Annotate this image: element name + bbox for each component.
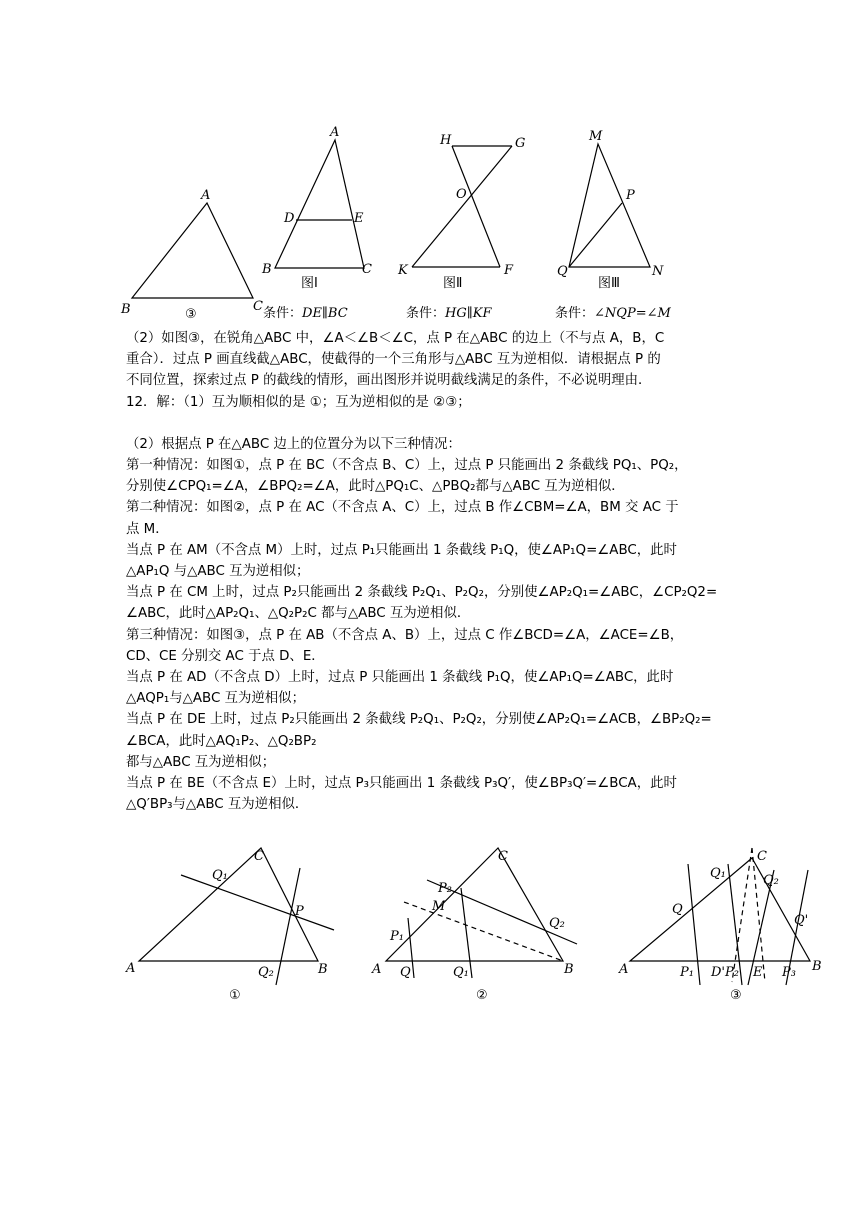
fig1-label-b: B [262, 262, 272, 277]
text-line: 当点 P 在 DE 上时，过点 P₂只能画出 2 条截线 P₂Q₁、P₂Q₂，分别使∠AP₂Q₁=∠ACB，∠BP₂Q₂= [126, 712, 712, 728]
condition-2-label: 条件： [406, 306, 446, 321]
text-line: 第一种情况：如图①，点 P 在 BC（不含点 B、C）上，过点 P 只能画出 2 条截线 PQ₁、PQ₂， [126, 458, 688, 474]
figure-3b-caption: 图Ⅲ [598, 276, 620, 291]
fig-b2-triangle [386, 848, 563, 961]
fig3b-label-n: N [652, 264, 664, 279]
fig-b3-label-q: Q [672, 902, 683, 917]
figure-3-bottom [618, 848, 822, 1003]
text-line: （2）根据点 P 在△ABC 边上的位置分为以下三种情况： [126, 436, 461, 452]
fig3b-label-p: P [626, 188, 635, 203]
fig-b1-label-c: C [254, 849, 264, 864]
label-c: C [253, 299, 263, 314]
condition-2-expr: HG∥KF [445, 306, 492, 321]
fig-b3-label-a: A [619, 962, 629, 977]
text-line: 当点 P 在 AD（不含点 D）上时，过点 P 只能画出 1 条截线 P₁Q，使∠AP₁Q=∠ABC，此时 [126, 670, 674, 686]
fig-b3-label-qp: Q' [794, 913, 809, 928]
fig3b-label-m: M [589, 129, 603, 144]
text-line: 点 M． [126, 521, 169, 537]
fig-b3-caption: ③ [730, 988, 742, 1003]
fig1-label-d: D [284, 211, 295, 226]
text-line: 第三种情况：如图③，点 P 在 AB（不含点 A、B）上，过点 C 作∠BCD=∠A，∠ACE=∠B， [126, 627, 684, 643]
fig-b2-label-q: Q [400, 965, 411, 980]
condition-1-expr: DE∥BC [302, 306, 348, 321]
fig-b2-label-b: B [564, 962, 574, 977]
fig1-label-a: A [330, 125, 340, 140]
fig-b2-label-p2: P₂ [438, 881, 452, 896]
text-line: 当点 P 在 BE（不含点 E）上时，过点 P₃只能画出 1 条截线 P₃Q′，使∠BP₃Q′=∠BCA，此时 [126, 776, 677, 792]
fig-b1-triangle [139, 848, 318, 961]
fig2-label-o: O [456, 187, 467, 202]
text-line: 重合）．过点 P 画直线截△ABC，使截得的一个三角形与△ABC 互为逆相似．请根据点 P 的 [126, 352, 661, 368]
fig-b1-caption: ① [229, 988, 241, 1003]
fig-b2-label-a: A [372, 962, 382, 977]
fig-b3-cd-line [732, 848, 752, 982]
text-line: （2）如图③，在锐角△ABC 中，∠A＜∠B＜∠C，点 P 在△ABC 的边上（不与点 A，B，C [126, 331, 665, 346]
fig-b3-label-c: C [757, 849, 767, 864]
fig2-label-h: H [440, 133, 452, 148]
fig1-label-c: C [362, 262, 372, 277]
condition-3-expr: ∠NQP=∠M [594, 306, 671, 321]
fig-b2-label-m: M [432, 899, 446, 914]
fig-b3-label-q1: Q₁ [710, 866, 726, 881]
figure-1-caption: 图Ⅰ [301, 276, 318, 291]
text-line: △Q′BP₃与△ABC 互为逆相似． [126, 797, 309, 813]
figure-2-bottom [371, 848, 577, 1003]
condition-3-label: 条件： [555, 306, 595, 321]
fig-b3-label-b: B [812, 959, 822, 974]
fig-b1-label-p: P [295, 904, 304, 919]
label-b: B [121, 302, 131, 317]
text-line: △AQP₁与△ABC 互为逆相似； [126, 691, 305, 707]
fig-b2-caption: ② [476, 988, 488, 1003]
fig2-label-f: F [504, 263, 514, 278]
text-line: 12．解：（1）互为顺相似的是 ①；互为逆相似的是 ②③； [126, 394, 471, 410]
fig-b3-label-q2: Q₂ [763, 873, 779, 888]
fig-b2-label-q2: Q₂ [549, 916, 565, 931]
fig-b2-bm-line [404, 902, 563, 961]
label-a: A [201, 188, 211, 203]
fig1-label-e: E [354, 211, 364, 226]
text-line: 不同位置，探索过点 P 的截线的情形，画出图形并说明截线满足的条件，不必说明理由． [126, 373, 652, 389]
fig3b-label-q: Q [557, 264, 568, 279]
fig2-label-k: K [398, 263, 408, 278]
text-line: 当点 P 在 CM 上时，过点 P₂只能画出 2 条截线 P₂Q₁、P₂Q₂，分别使∠AP₂Q₁=∠ABC，∠CP₂Q2= [126, 585, 718, 601]
text-line: ∠BCA，此时△AQ₁P₂、△Q₂BP₂ [126, 733, 317, 749]
fig-b1-label-b: B [318, 962, 328, 977]
fig-b1-label-q1: Q₁ [212, 868, 228, 883]
text-line: ∠ABC，此时△AP₂Q₁、△Q₂P₂C 都与△ABC 互为逆相似． [126, 606, 471, 622]
figure-2-caption: 图Ⅱ [443, 276, 463, 291]
text-line: CD、CE 分别交 AC 于点 D、E． [126, 648, 325, 664]
figure-3-caption: ③ [185, 307, 197, 322]
figure-1-bottom [125, 848, 334, 1003]
text-line: 分别使∠CPQ₁=∠A，∠BPQ₂=∠A，此时△PQ₁C、△PBQ₂都与△ABC 互为逆相似． [126, 479, 625, 495]
text-line: 当点 P 在 AM（不含点 M）上时，过点 P₁只能画出 1 条截线 P₁Q，使∠AP₁Q=∠ABC，此时 [126, 542, 677, 558]
fig-b1-label-q2: Q₂ [258, 965, 274, 980]
fig-b2-label-p1: P₁ [390, 929, 404, 944]
condition-1-label: 条件： [263, 306, 303, 321]
fig2-label-g: G [515, 136, 526, 151]
text-line: △AP₁Q 与△ABC 互为逆相似； [126, 564, 310, 580]
fig-b1-label-a: A [126, 961, 136, 976]
fig-b2-label-q1: Q₁ [453, 965, 469, 980]
text-line: 都与△ABC 互为逆相似； [126, 754, 276, 770]
fig-b3-label-p1: P₁ [680, 965, 694, 980]
fig-b3-label-e: E [753, 965, 763, 980]
fig-b3-ce-line [752, 848, 765, 982]
fig-b3-label-p3: P₃ [782, 965, 796, 980]
fig-b3-label-dp-p2: D'P₂ [711, 965, 739, 980]
fig-b2-label-c: C [498, 849, 508, 864]
fig-b1-pq1-line [181, 875, 334, 930]
text-line: 第二种情况：如图②，点 P 在 AC（不含点 A、C）上，过点 B 作∠CBM=∠A，BM 交 AC 于 [126, 500, 679, 516]
